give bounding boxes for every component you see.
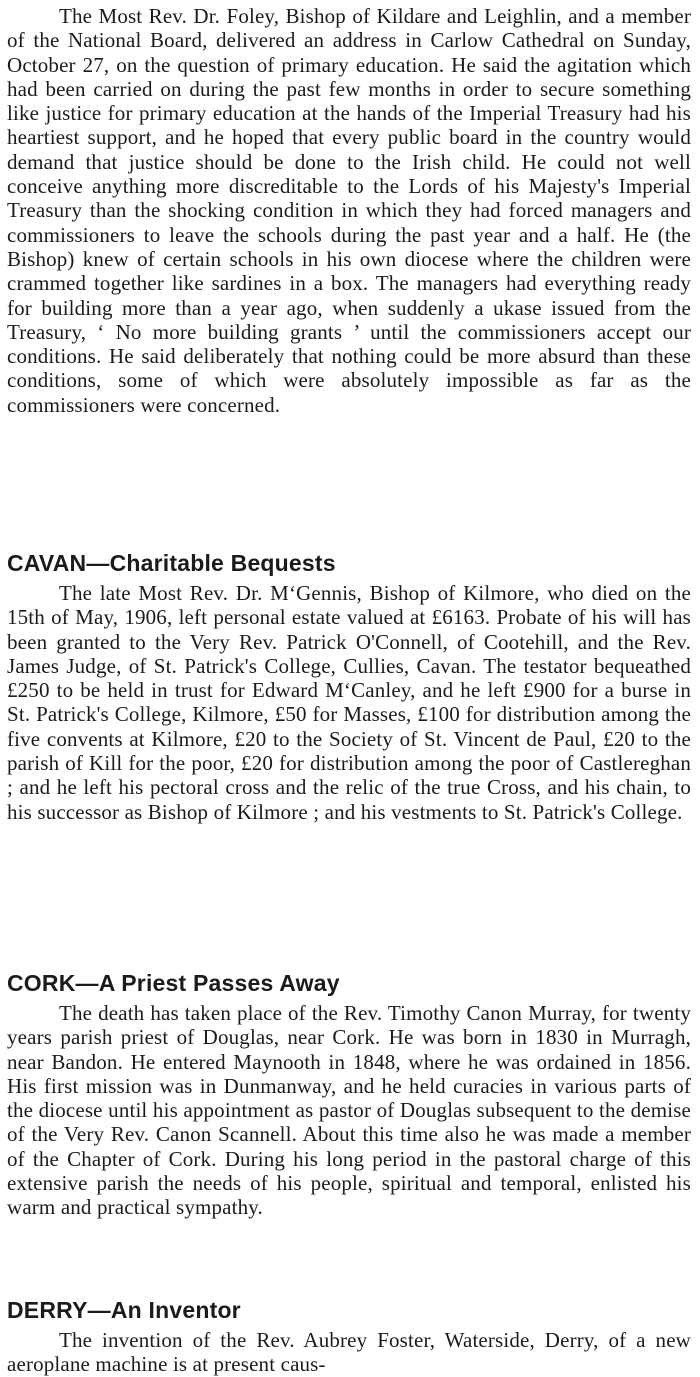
article-cavan-body: The late Most Rev. Dr. M‘Gennis, Bishop of Kilmore, who died on the 15th of May, 1906, left personal estate valued at £6163. Probate of his will has been granted to the Very Rev. Patrick O'Connell, of Cootehill, and the Rev. James Judge, of St. Patrick's College, Cullies, Cavan. The testator bequeathed £250 to be held in trust for Edward M‘Canley, and he left £900 for a burse in St. Patrick's College, Kilmore, £50 for Masses, £100 for distribution among the five convents at Kilmore, £20 to the Society of St. Vincent de Paul, £20 to the parish of Kill for the poor, £20 for distribution among the poor of Castlereghan ; and he left his pectoral cross and the relic of the true Cross, and his chain, to his successor as Bishop of Kilmore ; and his vestments to St. Patrick's College. — [7, 581, 691, 824]
article-cavan-heading: CAVAN—Charitable Bequests — [7, 550, 336, 576]
article-cork-body: The death has taken place of the Rev. Timothy Canon Murray, for twenty years parish priest of Douglas, near Cork. He was born in 1830 in Murragh, near Bandon. He entered Maynooth in 1848, where he was ordained in 1856. His first mission was in Dunmanway, and he held curacies in various parts of the diocese until his appointment as pastor of Douglas subsequent to the demise of the Very Rev. Canon Scannell. About this time also he was made a member of the Chapter of Cork. During his long period in the pastoral charge of this extensive parish the needs of his people, spiritual and temporal, enlisted his warm and practical sympathy. — [7, 1001, 691, 1220]
article-cork-heading: CORK—A Priest Passes Away — [7, 970, 340, 996]
newspaper-column — [7, 4, 691, 1377]
article-derry-body: The invention of the Rev. Aubrey Foster, Waterside, Derry, of a new aeroplane machine is at present caus- — [7, 1328, 691, 1377]
article-derry-heading: DERRY—An Inventor — [7, 1297, 241, 1323]
article-foley-body: The Most Rev. Dr. Foley, Bishop of Kildare and Leighlin, and a member of the National Board, delivered an address in Carlow Cathedral on Sunday, October 27, on the question of primary education. He said the agitation which had been carried on during the past few months in order to secure something like justice for primary education at the hands of the Imperial Treasury had his heartiest support, and he hoped that every public board in the country would demand that justice should be done to the Irish child. He could not well conceive anything more discreditable to the Lords of his Majesty's Imperial Treasury than the shocking condition in which they had forced managers and commissioners to leave the schools during the past year and a half. He (the Bishop) knew of certain schools in his own diocese where the children were crammed together like sardines in a box. The managers had everything ready for building more than a year ago, when suddenly a ukase issued from the Treasury, ‘ No more building grants ’ until the commissioners accept our conditions. He said deliberately that nothing could be more absurd than these conditions, some of which were absolutely impossible as far as the commissioners were concerned. — [7, 4, 691, 417]
